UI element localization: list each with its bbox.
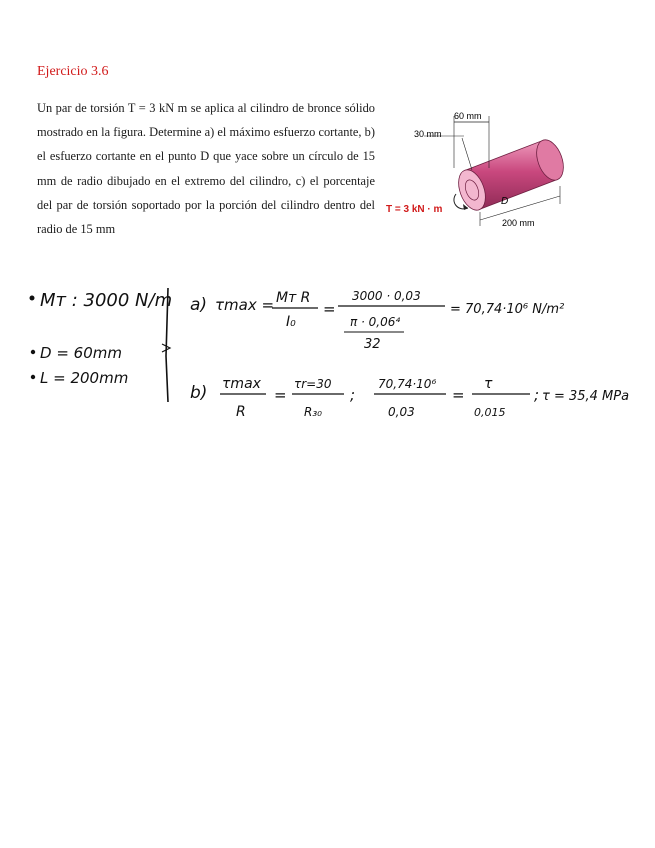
part-b-num2: τr=30 [294, 377, 332, 391]
torque-label: T = 3 kN · m [386, 204, 443, 215]
part-a-den: I₀ [286, 314, 296, 330]
part-a-label: a) [190, 295, 208, 315]
part-a-sub-den-bot: 32 [364, 337, 381, 352]
exercise-title: Ejercicio 3.6 [37, 64, 109, 79]
part-a-sub-num: 3000 · 0,03 [352, 289, 421, 303]
svg-text:=: = [274, 386, 287, 404]
part-b-den2: R₃₀ [304, 405, 322, 419]
part-b-label: b) [190, 383, 208, 403]
part-a-num: Mт R [276, 290, 311, 306]
handwritten-solution [0, 276, 655, 446]
part-a-lhs: τmax = [215, 296, 275, 314]
svg-text:;: ; [534, 386, 540, 404]
part-b-den3: 0,03 [388, 405, 415, 419]
cylinder-figure [384, 108, 584, 254]
part-b-den4: 0,015 [474, 406, 506, 419]
part-b-num3: 70,74·10⁶ [378, 377, 437, 391]
given-diameter: D = 60mm [40, 344, 122, 362]
part-a-sub-den-top: π · 0,06⁴ [350, 315, 401, 329]
point-d-label: D [501, 196, 509, 207]
part-b-den1: R [236, 404, 246, 420]
svg-text:=: = [452, 386, 465, 404]
svg-text:=: = [323, 300, 336, 318]
problem-statement: Un par de torsión T = 3 kN m se aplica al cilindro de bronce sólido mostrado en la figura. Determine a) el máximo esfuerzo cortante, b) el esfuerzo cortante en el punto D que yace sobre un círculo de 15 mm de radio dibujado en el extremo del cilindro, c) el porcentaje del par de torsión soportado por la porción del cilindro dentro del radio de 15 mm [37, 101, 375, 237]
given-torque: Mт : 3000 N/m [40, 290, 173, 311]
svg-text:;: ; [350, 386, 356, 404]
part-b-num1: τmax [222, 376, 261, 392]
dim-diameter: 60 mm [454, 111, 482, 121]
part-b-result: τ = 35,4 MPa [542, 389, 630, 404]
dim-radius: 30 mm [414, 129, 442, 139]
dim-length: 200 mm [502, 218, 535, 228]
part-a-result: = 70,74·10⁶ N/m² [450, 302, 565, 317]
given-length: L = 200mm [40, 369, 129, 387]
part-b-num4: τ [484, 376, 493, 392]
